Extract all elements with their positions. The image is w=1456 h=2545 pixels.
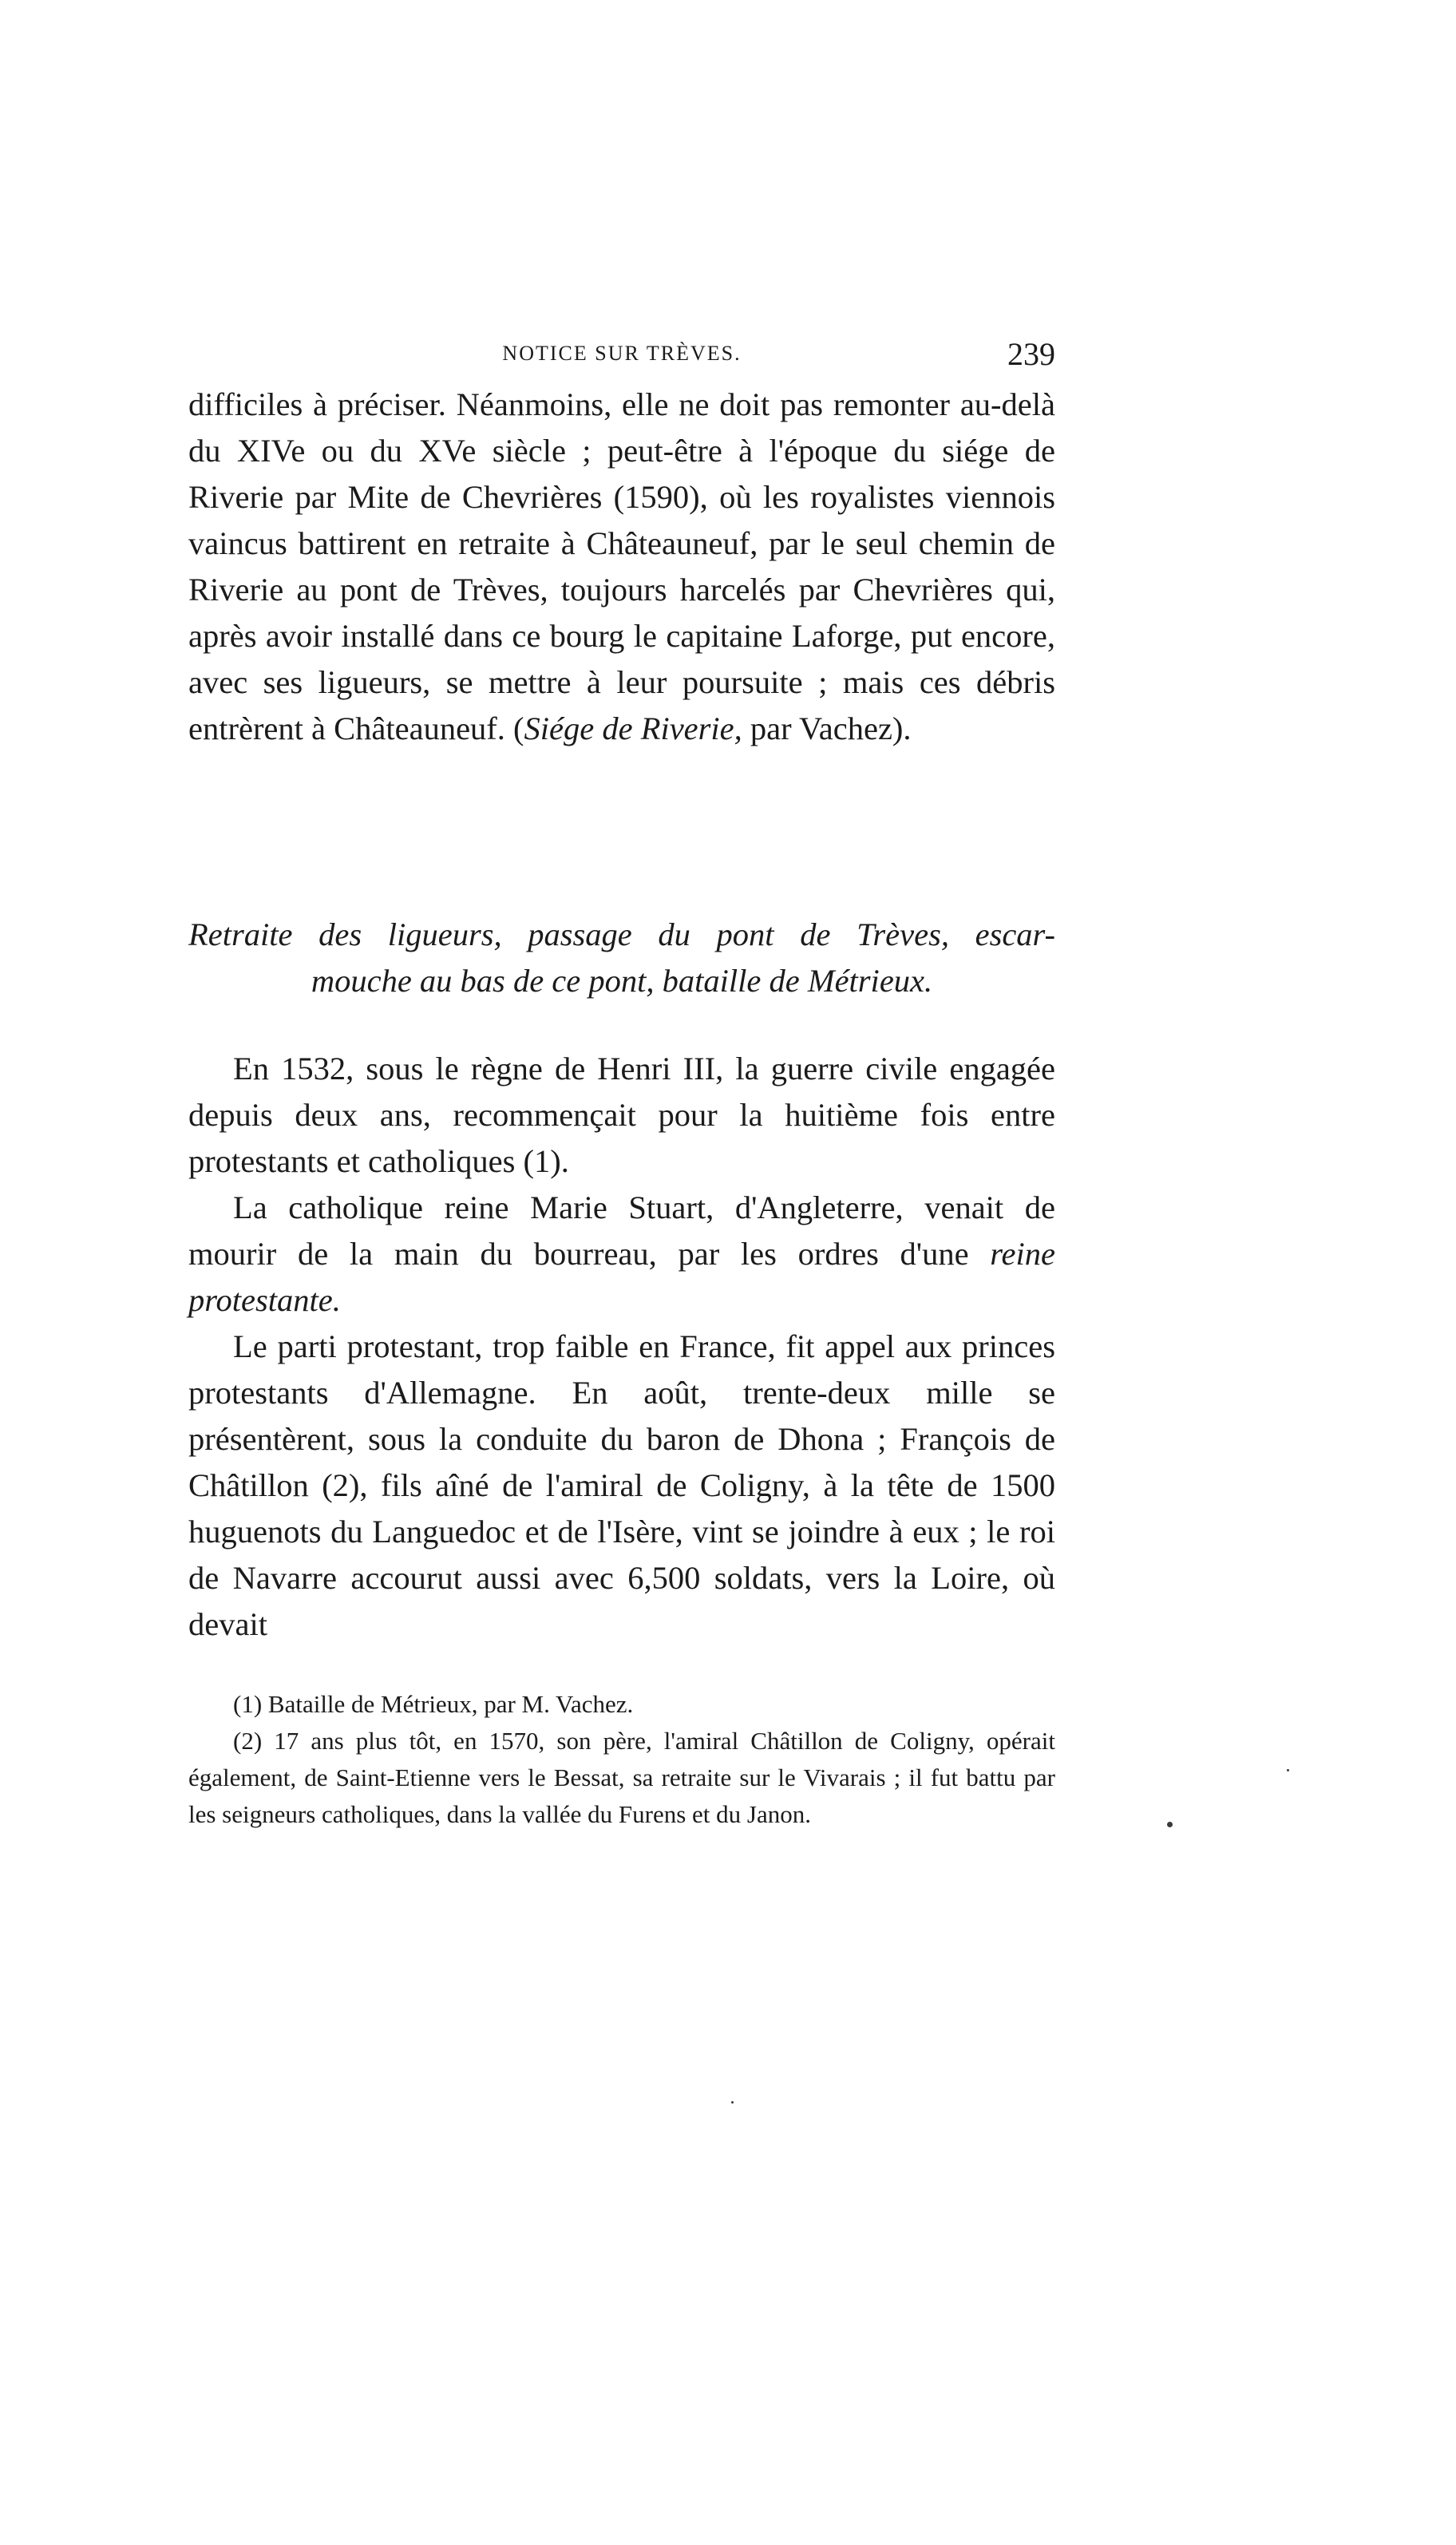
continuation-paragraph (188, 382, 1055, 752)
running-title: NOTICE SUR TRÈVES. (502, 342, 742, 365)
section-heading-line-1: Retraite des ligueurs, passage du pont de Trèves, escar- (188, 916, 1055, 952)
page-number: 239 (1007, 336, 1055, 372)
citation-title: Siége de Riverie, (524, 710, 742, 746)
paragraph-2-text: La catholique reine Marie Stuart, d'Angleterre, venait de mourir de la main du bourreau, par les ordres d'une (188, 1189, 1055, 1272)
paragraph-1: En 1532, sous le règne de Henri III, la guerre civile engagée depuis deux ans, recommençait pour la huitième fois entre protestants et catholiques (1). (188, 1051, 1055, 1179)
footnote-1: (1) Bataille de Métrieux, par M. Vachez. (233, 1690, 634, 1718)
citation-author: par Vachez). (742, 710, 912, 746)
running-head (188, 335, 1055, 375)
footnotes (188, 1686, 1055, 1833)
section-heading (188, 912, 1055, 1004)
paragraph-3: Le parti protestant, trop faible en France, fit appel aux princes protestants d'Allemagne. En août, trente-deux mille se présentèrent, sous la conduite du baron de Dhona ; François de Châtillon (2), fils aîné de l'amiral de Coligny, à la tête de 1500 huguenots du Languedoc et de l'Isère, vint se joindre à eux ; le roi de Navarre accourut aussi avec 6,500 soldats, vers la Loire, où devait (188, 1328, 1055, 1642)
paragraph-2-italic: reine protestante. (188, 1236, 1055, 1318)
continuation-text: difficiles à préciser. Néanmoins, elle ne doit pas remonter au-delà du XIVe ou du XVe siècle ; peut-être à l'époque du siége de Riverie par Mite de Chevrières (1590), où les royalistes viennois vaincus battirent en retraite à Châteauneuf, par le seul chemin de Riverie au pont de Trèves, toujours harcelés par Chevrières qui, après avoir installé dans ce bourg le capitaine Laforge, put encore, avec ses ligueurs, se mettre à leur poursuite ; mais ces débris entrèrent à Châteauneuf. ( (188, 386, 1055, 746)
main-text (188, 1046, 1055, 1648)
paragraph-2 (188, 1185, 1055, 1324)
paper-speck (1167, 1822, 1173, 1827)
section-heading-line-2: mouche au bas de ce pont, bataille de Métrieux. (311, 963, 933, 999)
footnote-2: (2) 17 ans plus tôt, en 1570, son père, l'amiral Châtillon de Coligny, opérait également, de Saint-Etienne vers le Bessat, sa retraite sur le Vivarais ; il fut battu par les seigneurs catholiques, dans la vallée du Furens et du Janon. (188, 1727, 1055, 1828)
paper-speck (1287, 1769, 1289, 1771)
paper-speck (731, 2101, 734, 2104)
